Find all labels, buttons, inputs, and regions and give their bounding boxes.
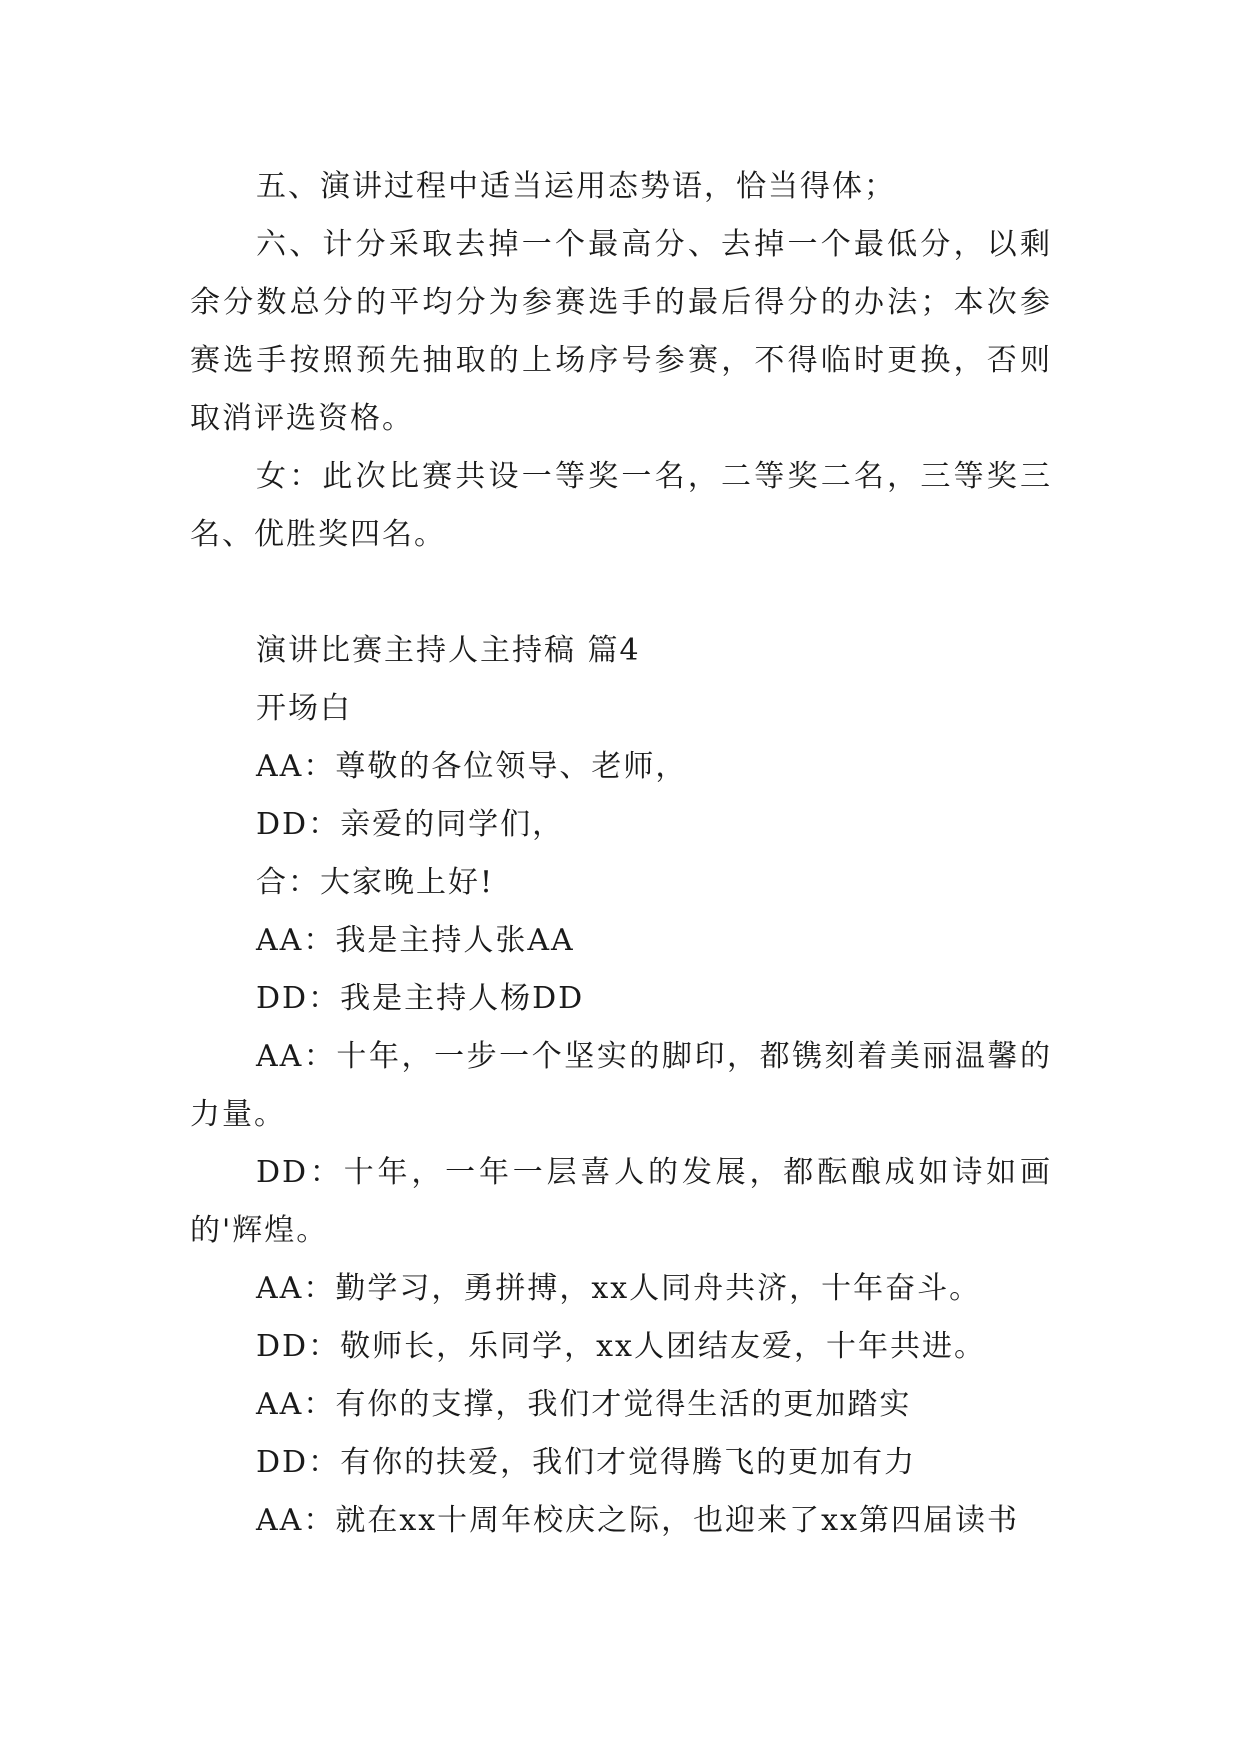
paragraph-rule-five: 五、演讲过程中适当运用态势语，恰当得体； [256, 169, 896, 204]
paragraph-opening: 开场白 [256, 691, 352, 726]
dialogue-line: DD：敬师长，乐同学，xx人团结友爱，十年共进。 [256, 1329, 986, 1364]
document-body [190, 158, 1052, 1550]
section-heading: 演讲比赛主持人主持稿 篇4 [256, 633, 641, 668]
dialogue-line: AA：我是主持人张AA [256, 923, 575, 958]
dialogue-line: AA：勤学习，勇拼搏，xx人同舟共济，十年奋斗。 [256, 1271, 982, 1306]
dialogue-line: 合：大家晚上好! [256, 865, 495, 900]
dialogue-line: AA：尊敬的各位领导、老师， [256, 749, 688, 784]
dialogue-line: DD：十年，一年一层喜人的发展，都酝酿成如诗如画的'辉煌。 [190, 1155, 1052, 1248]
paragraph-awards: 女：此次比赛共设一等奖一名，二等奖二名，三等奖三名、优胜奖四名。 [190, 459, 1052, 552]
dialogue-line: AA：就在xx十周年校庆之际，也迎来了xx第四届读书 [256, 1503, 1020, 1538]
dialogue-line: DD：亲爱的同学们， [256, 807, 565, 842]
paragraph-rule-six: 六、计分采取去掉一个最高分、去掉一个最低分，以剩余分数总分的平均分为参赛选手的最后得分的办法；本次参赛选手按照预先抽取的上场序号参赛，不得临时更换，否则取消评选资格。 [190, 227, 1052, 436]
dialogue-line: AA：有你的支撑，我们才觉得生活的更加踏实 [256, 1387, 912, 1422]
section-gap [190, 564, 1052, 622]
dialogue-line: AA：十年，一步一个坚实的脚印，都镌刻着美丽温馨的力量。 [190, 1039, 1052, 1132]
dialogue-line: DD：我是主持人杨DD [256, 981, 585, 1016]
dialogue-line: DD：有你的扶爱，我们才觉得腾飞的更加有力 [256, 1445, 917, 1480]
